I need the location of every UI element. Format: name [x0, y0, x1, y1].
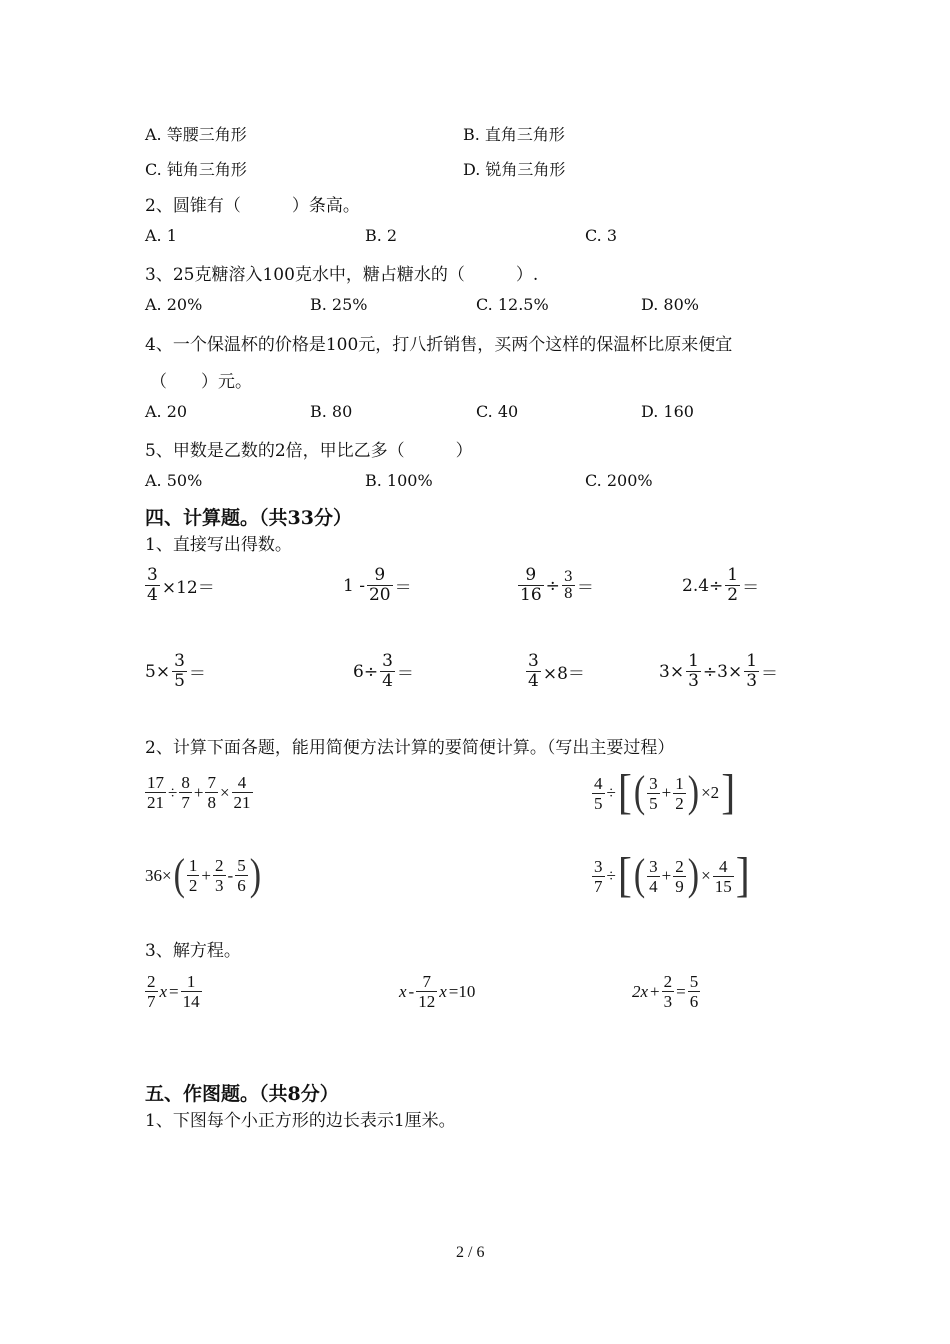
calc-2: $\frac{4}{5}$ ÷ [ ( $\frac{3}{5}$ + $\frac{1}{2}$ ) ×2 ]	[594, 766, 736, 820]
fraction: $\frac{3}{4}$	[528, 651, 539, 691]
q2-option-c: C. 3	[585, 226, 618, 245]
fraction: $\frac{9}{20}$	[368, 565, 391, 605]
fraction: $\frac{9}{16}$	[520, 565, 542, 605]
q3-option-d: D. 80%	[641, 295, 699, 314]
fraction: $\frac{1}{14}$	[182, 972, 200, 1011]
section4-heading: 四、计算题。（共33分）	[145, 507, 352, 529]
fraction: $\frac{3}{7}$	[594, 856, 603, 896]
section4-sub1: 1、直接写出得数。	[145, 535, 292, 555]
oral-calc-8: 3× $\frac{1}{3}$ ÷3× $\frac{1}{3}$ ＝	[659, 651, 779, 691]
q1-option-b: B. 直角三角形	[463, 125, 565, 144]
fraction: $\frac{1}{2}$	[727, 565, 739, 605]
equation-2: x - $\frac{7}{12}$ x =10	[399, 972, 476, 1011]
fraction: $\frac{3}{5}$	[174, 651, 185, 691]
q2-option-a: A. 1	[145, 226, 177, 245]
right-bracket: ]	[721, 766, 736, 820]
page-number: 2 / 6	[456, 1244, 485, 1261]
fraction: $\frac{2}{7}$	[147, 972, 156, 1011]
right-paren: )	[249, 850, 262, 899]
fraction: $\frac{7}{8}$	[207, 773, 216, 812]
fraction: $\frac{1}{2}$	[675, 773, 684, 813]
left-paren: (	[633, 851, 646, 900]
q1-option-a: A. 等腰三角形	[145, 125, 247, 144]
fraction: $\frac{1}{3}$	[746, 651, 758, 691]
section5-sub1: 1、下图每个小正方形的边长表示1厘米。	[145, 1111, 456, 1131]
q4-option-d: D. 160	[641, 402, 694, 421]
fraction: $\frac{3}{8}$	[563, 569, 573, 602]
fraction: $\frac{3}{4}$	[649, 856, 658, 896]
q5-stem: 5、甲数是乙数的2倍，甲比乙多（ ）	[145, 441, 473, 461]
fraction: $\frac{8}{7}$	[181, 773, 190, 812]
left-bracket: [	[617, 766, 632, 820]
oral-calc-1: $\frac{3}{4}$ ×12＝	[147, 565, 215, 605]
fraction: $\frac{5}{6}$	[237, 856, 246, 895]
fraction: $\frac{3}{5}$	[649, 773, 658, 813]
fraction: $\frac{2}{3}$	[215, 856, 224, 895]
q5-option-c: C. 200%	[585, 471, 653, 490]
fraction: $\frac{3}{4}$	[147, 565, 158, 605]
right-bracket: ]	[735, 849, 750, 903]
q3-stem: 3、25克糖溶入100克水中，糖占糖水的（ ）.	[145, 265, 539, 285]
section5-heading: 五、作图题。（共8分）	[145, 1083, 339, 1105]
q5-option-b: B. 100%	[365, 471, 433, 490]
calc-4: $\frac{3}{7}$ ÷ [ ( $\frac{3}{4}$ + $\frac{2}{9}$ ) × $\frac{4}{15}$ ]	[594, 849, 750, 903]
fraction: $\frac{1}{2}$	[188, 856, 198, 895]
fraction: $\frac{1}{3}$	[688, 651, 699, 691]
q1-option-d: D. 锐角三角形	[463, 160, 566, 179]
right-paren: )	[687, 851, 700, 900]
oral-calc-7: $\frac{3}{4}$ ×8＝	[528, 651, 585, 691]
left-paren: (	[173, 850, 185, 899]
q4-option-a: A. 20	[145, 402, 188, 421]
equation-3: 2x + $\frac{2}{3}$ = $\frac{5}{6}$	[632, 972, 699, 1011]
left-paren: (	[633, 768, 646, 817]
q4-stem-continued: （ ）元。	[150, 372, 252, 392]
q2-option-b: B. 2	[365, 226, 398, 245]
q3-option-c: C. 12.5%	[476, 295, 549, 314]
fraction: $\frac{4}{15}$	[714, 856, 732, 896]
q5-option-a: A. 50%	[145, 471, 203, 490]
q4-option-c: C. 40	[476, 402, 519, 421]
q3-option-b: B. 25%	[310, 295, 368, 314]
oral-calc-6: 6÷ $\frac{3}{4}$ ＝	[353, 651, 414, 691]
fraction: $\frac{3}{4}$	[382, 651, 393, 691]
oral-calc-3: $\frac{9}{16}$ ÷ $\frac{3}{8}$ ＝	[520, 565, 594, 605]
left-bracket: [	[617, 849, 632, 903]
fraction: $\frac{7}{12}$	[418, 972, 436, 1011]
q2-stem: 2、圆锥有（ ）条高。	[145, 196, 360, 216]
fraction: $\frac{5}{6}$	[689, 972, 699, 1011]
q4-stem: 4、一个保温杯的价格是100元，打八折销售，买两个这样的保温杯比原来便宜	[145, 335, 733, 355]
oral-calc-5: 5× $\frac{3}{5}$ ＝	[145, 651, 206, 691]
calc-1: $\frac{17}{21}$ ÷ $\frac{8}{7}$ + $\frac{7}{8}$ × $\frac{4}{21}$	[147, 773, 251, 812]
fraction: $\frac{2}{9}$	[675, 856, 684, 896]
fraction: $\frac{2}{3}$	[663, 972, 673, 1011]
fraction: $\frac{17}{21}$	[147, 773, 164, 812]
calc-3: 36× ( $\frac{1}{2}$ + $\frac{2}{3}$ - $\frac{5}{6}$ )	[145, 850, 262, 899]
equation-1: $\frac{2}{7}$ x = $\frac{1}{14}$	[147, 972, 200, 1011]
q1-option-c: C. 钝角三角形	[145, 160, 247, 179]
oral-calc-4: 2.4÷ $\frac{1}{2}$ ＝	[682, 565, 760, 605]
section4-sub3: 3、解方程。	[145, 941, 241, 961]
fraction: $\frac{4}{5}$	[594, 773, 603, 813]
q4-option-b: B. 80	[310, 402, 353, 421]
oral-calc-2: 1 - $\frac{9}{20}$ ＝	[343, 565, 412, 605]
fraction: $\frac{4}{21}$	[233, 773, 251, 812]
q3-option-a: A. 20%	[145, 295, 203, 314]
right-paren: )	[687, 768, 700, 817]
section4-sub2: 2、计算下面各题，能用简便方法计算的要简便计算。（写出主要过程）	[145, 738, 675, 758]
